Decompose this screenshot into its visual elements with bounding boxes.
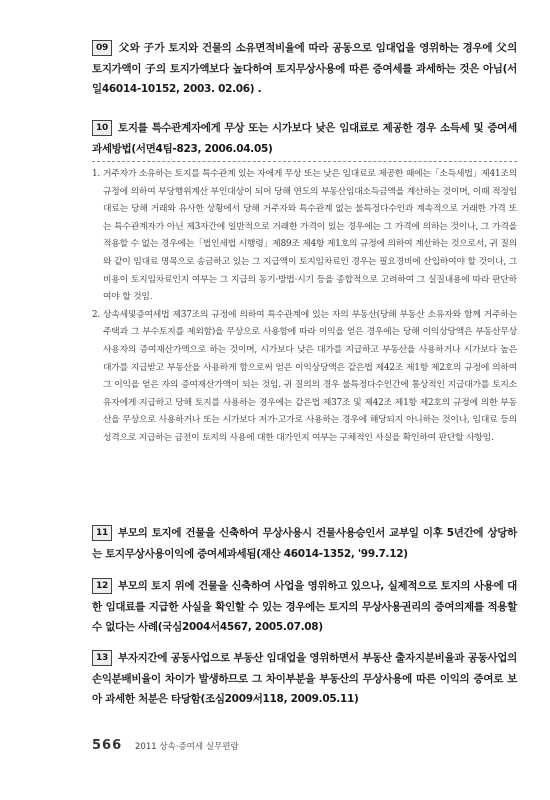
dashed-divider [92, 161, 517, 162]
case-number-badge: 11 [92, 525, 112, 541]
book-title: 2011 상속·증여세 실무편람 [135, 742, 239, 752]
case-heading [92, 576, 517, 638]
item-number: 2. [92, 309, 100, 320]
case-section-09 [92, 38, 517, 100]
page-footer [92, 738, 239, 753]
case-heading-text: 부모의 토지에 건물을 신축하여 무상사용시 건물사용승인서 교부일 이후 5년간에 상당하는 토지무상사용이익에 증여세과세됨(재산 46014-1352, '99.7.12) [92, 527, 517, 560]
case-heading [92, 523, 517, 564]
case-number-badge: 10 [92, 120, 112, 136]
case-section-11 [92, 523, 517, 564]
answer-item [92, 166, 517, 307]
case-heading [92, 118, 517, 159]
case-section-12 [92, 576, 517, 638]
case-number-badge: 12 [92, 578, 112, 594]
case-heading-text: 부자지간에 공동사업으로 부동산 임대업을 영위하면서 부동산 출자지분비율과 공동사업의 손익분배비율이 차이가 발생하므로 그 차이부분을 부동산의 무상사용에 따른 이익의 증여로 보아 과세한 처분은 타당함(조심2009서118, 2009.05.11) [92, 652, 517, 705]
case-number-badge: 09 [92, 40, 112, 56]
case-number-badge: 13 [92, 650, 112, 666]
answer-list [92, 166, 517, 448]
case-heading-text: 父와 子가 토지와 건물의 소유면적비율에 따라 공동으로 임대업을 영위하는 경우에 父의 토지가액이 子의 토지가액보다 높다하여 토지무상사용에 따른 증여세를 과세하는 것은 아님(서일46014-10152, 2003. 02.06) . [92, 42, 517, 95]
case-heading [92, 38, 517, 100]
page-number: 566 [92, 738, 123, 753]
case-section-10 [92, 118, 517, 448]
item-text: 상속세및증여세법 제37조의 규정에 의하여 특수관계에 있는 자의 부동산(당해 부동산 소유자와 함께 거주하는 주택과 그 부수토지를 제외함)을 무상으로 사용함에 따라 이익을 얻은 경우에는 당해 이익상당액은 부동산무상사용자의 증여재산가액으로 하는 것이며, 시가보다 낮은 대가를 지급하고 부동산을 사용하거나 시가보다 높은 대가를 지급받고 부동산을 사용하게 함으로써 얻은 이익상당액은 같은법 제42조 제1항 제2호의 규정에 의하여 그 이익을 얻은 자의 증여재산가액이 되는 것임. 귀 질의의 경우 불특정다수인간에 통상적인 지급대가를 토지소유자에게 지급하고 당해 토지를 사용하는 경우에는 같은법 제37조 및 제42조 제1항 제2호의 규정에 의한 부동산을 무상으로 사용하거나 또는 시가보다 저가·고가로 사용하는 경우에 해당되지 아니하는 것이나, 임대료 등의 성격으로 지급하는 금전이 토지의 사용에 대한 대가인지 여부는 구체적인 사실을 확인하여 판단할 사항임. [103, 309, 517, 443]
answer-item [92, 307, 517, 448]
case-heading-text: 부모의 토지 위에 건물을 신축하여 사업을 영위하고 있으나, 실제적으로 토지의 사용에 대한 임대료를 지급한 사실을 확인할 수 있는 경우에는 토지의 무상사용권리의 증여의제를 적용할 수 없다는 사례(국심2004서4567, 2005.07.08) [92, 580, 517, 633]
case-heading-text: 토지를 특수관계자에게 무상 또는 시가보다 낮은 임대료로 제공한 경우 소득세 및 증여세 과세방법(서면4팀-823, 2006.04.05) [92, 122, 517, 155]
case-heading [92, 648, 517, 710]
item-number: 1. [92, 169, 100, 179]
item-text: 거주자가 소유하는 토지를 특수관계 있는 자에게 무상 또는 낮은 임대료로 제공한 때에는「소득세법」제41조의 규정에 의하여 부당행위계산 부인대상이 되어 당해 연도의 부동산임대소득금액을 계산하는 것이며, 이때 적정임대료는 당해 거래와 유사한 상황에서 당해 거주자와 특수관계 없는 불특정다수인과 계속적으로 거래한 가격 또는 특수관계자가 아닌 제3자간에 일반적으로 거래한 가격이 있는 경우에는 그 가격에 의하는 것이나, 그 가격을 적용할 수 없는 경우에는「법인세법 시행령」제89조 제4항 제1호의 규정에 의하여 계산하는 것으로서, 귀 질의와 같이 임대료 명목으로 송금하고 있는 그 지급액이 토지임차료인 경우는 필요경비에 산입하여야 할 것이나, 그 비용이 토지임차료인지 여부는 그 지급의 동기·방법·시기 등을 종합적으로 고려하여 그 실질내용에 따라 판단하여야 할 것임. [103, 169, 517, 303]
case-section-13 [92, 648, 517, 710]
